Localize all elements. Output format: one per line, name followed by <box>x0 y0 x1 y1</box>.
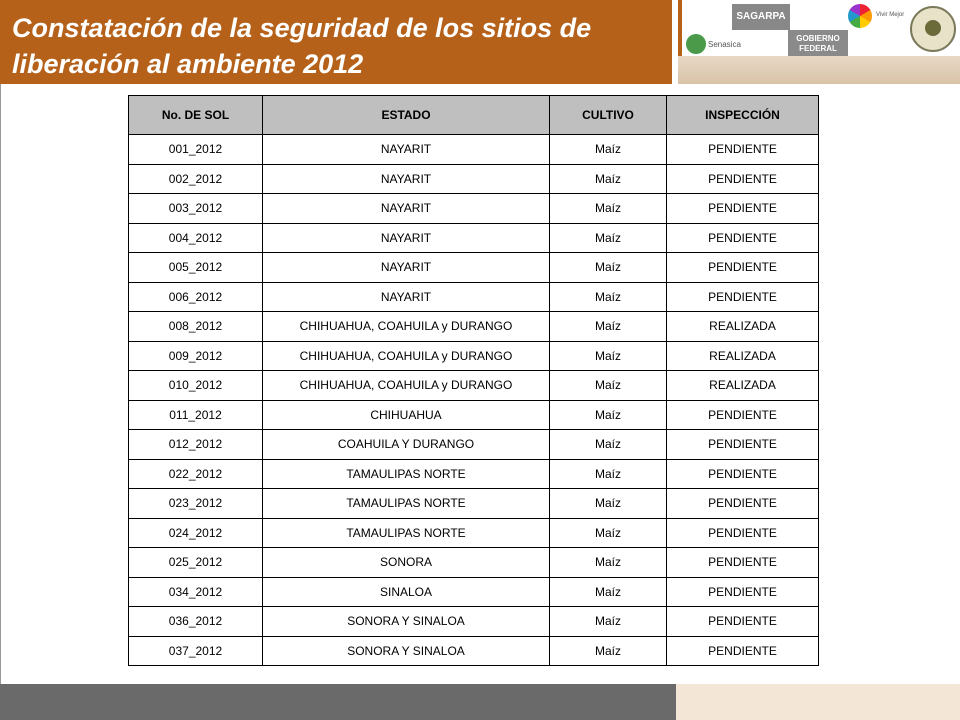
cell-estado: CHIHUAHUA, COAHUILA y DURANGO <box>263 371 550 401</box>
table-row <box>129 164 819 194</box>
cell-estado: NAYARIT <box>263 253 550 283</box>
cell-no-sol: 025_2012 <box>129 548 263 578</box>
cell-no-sol: 012_2012 <box>129 430 263 460</box>
cell-estado: NAYARIT <box>263 164 550 194</box>
table-row <box>129 341 819 371</box>
cell-cultivo: Maíz <box>550 371 667 401</box>
cell-cultivo: Maíz <box>550 135 667 165</box>
title-band <box>0 0 672 84</box>
cell-inspeccion: PENDIENTE <box>667 636 819 666</box>
table-row <box>129 371 819 401</box>
footer-gray-band <box>0 684 676 720</box>
table-row <box>129 135 819 165</box>
cell-inspeccion: PENDIENTE <box>667 607 819 637</box>
cell-cultivo: Maíz <box>550 430 667 460</box>
cell-no-sol: 001_2012 <box>129 135 263 165</box>
cell-cultivo: Maíz <box>550 489 667 519</box>
cell-cultivo: Maíz <box>550 282 667 312</box>
header-no-sol: No. DE SOL <box>129 96 263 135</box>
table-row <box>129 223 819 253</box>
table-header-row <box>129 96 819 135</box>
cell-no-sol: 004_2012 <box>129 223 263 253</box>
cell-estado: CHIHUAHUA, COAHUILA y DURANGO <box>263 341 550 371</box>
cell-no-sol: 009_2012 <box>129 341 263 371</box>
header-estado: ESTADO <box>263 96 550 135</box>
senasica-mark-icon <box>686 34 706 54</box>
cell-estado: SONORA Y SINALOA <box>263 607 550 637</box>
cell-inspeccion: PENDIENTE <box>667 577 819 607</box>
cell-no-sol: 005_2012 <box>129 253 263 283</box>
inspection-table <box>128 95 819 666</box>
cell-cultivo: Maíz <box>550 607 667 637</box>
cell-inspeccion: PENDIENTE <box>667 489 819 519</box>
vivir-mejor-label: Vivir Mejor <box>876 12 905 18</box>
cell-no-sol: 036_2012 <box>129 607 263 637</box>
cell-estado: NAYARIT <box>263 135 550 165</box>
cell-inspeccion: PENDIENTE <box>667 194 819 224</box>
cell-no-sol: 023_2012 <box>129 489 263 519</box>
header-cultivo: CULTIVO <box>550 96 667 135</box>
senasica-logo <box>686 30 742 58</box>
table-row <box>129 607 819 637</box>
cell-cultivo: Maíz <box>550 312 667 342</box>
cell-inspeccion: PENDIENTE <box>667 223 819 253</box>
cell-estado: CHIHUAHUA, COAHUILA y DURANGO <box>263 312 550 342</box>
table-row <box>129 400 819 430</box>
cell-cultivo: Maíz <box>550 518 667 548</box>
cell-estado: NAYARIT <box>263 223 550 253</box>
cell-estado: TAMAULIPAS NORTE <box>263 518 550 548</box>
cell-estado: NAYARIT <box>263 194 550 224</box>
cell-no-sol: 010_2012 <box>129 371 263 401</box>
sagarpa-logo: SAGARPA <box>732 4 790 30</box>
cell-inspeccion: PENDIENTE <box>667 282 819 312</box>
cell-estado: TAMAULIPAS NORTE <box>263 489 550 519</box>
cell-estado: SONORA <box>263 548 550 578</box>
left-border-line <box>0 84 1 684</box>
cell-no-sol: 037_2012 <box>129 636 263 666</box>
cell-no-sol: 022_2012 <box>129 459 263 489</box>
cell-inspeccion: PENDIENTE <box>667 548 819 578</box>
cell-cultivo: Maíz <box>550 164 667 194</box>
cell-no-sol: 006_2012 <box>129 282 263 312</box>
gobierno-federal-logo: GOBIERNO FEDERAL <box>788 30 848 58</box>
cell-estado: SONORA Y SINALOA <box>263 636 550 666</box>
cell-cultivo: Maíz <box>550 577 667 607</box>
cell-no-sol: 008_2012 <box>129 312 263 342</box>
cell-cultivo: Maíz <box>550 459 667 489</box>
cell-cultivo: Maíz <box>550 548 667 578</box>
logo-footer-strip <box>678 56 960 84</box>
cell-no-sol: 024_2012 <box>129 518 263 548</box>
cell-inspeccion: REALIZADA <box>667 371 819 401</box>
cell-estado: COAHUILA Y DURANGO <box>263 430 550 460</box>
cell-inspeccion: PENDIENTE <box>667 430 819 460</box>
table-row <box>129 518 819 548</box>
cell-inspeccion: PENDIENTE <box>667 253 819 283</box>
table-row <box>129 194 819 224</box>
vivir-mejor-logo <box>848 2 908 32</box>
cell-cultivo: Maíz <box>550 400 667 430</box>
table-row <box>129 548 819 578</box>
cell-inspeccion: REALIZADA <box>667 312 819 342</box>
header-inspeccion: INSPECCIÓN <box>667 96 819 135</box>
slide-title: Constatación de la seguridad de los sitios de liberación al ambiente 2012 <box>12 13 592 79</box>
cell-inspeccion: REALIZADA <box>667 341 819 371</box>
footer-beige-band <box>676 684 960 720</box>
table-row <box>129 636 819 666</box>
cell-no-sol: 034_2012 <box>129 577 263 607</box>
table-row <box>129 312 819 342</box>
vivir-mejor-flower-icon <box>848 4 872 28</box>
cell-estado: SINALOA <box>263 577 550 607</box>
cell-inspeccion: PENDIENTE <box>667 518 819 548</box>
cell-inspeccion: PENDIENTE <box>667 135 819 165</box>
cell-cultivo: Maíz <box>550 253 667 283</box>
cell-cultivo: Maíz <box>550 223 667 253</box>
table-row <box>129 459 819 489</box>
table-row <box>129 430 819 460</box>
cell-estado: CHIHUAHUA <box>263 400 550 430</box>
table-row <box>129 253 819 283</box>
cell-inspeccion: PENDIENTE <box>667 164 819 194</box>
cell-no-sol: 002_2012 <box>129 164 263 194</box>
cell-no-sol: 003_2012 <box>129 194 263 224</box>
cell-cultivo: Maíz <box>550 194 667 224</box>
cell-inspeccion: PENDIENTE <box>667 459 819 489</box>
table-row <box>129 282 819 312</box>
table-row <box>129 489 819 519</box>
table-row <box>129 577 819 607</box>
cell-estado: NAYARIT <box>263 282 550 312</box>
cell-no-sol: 011_2012 <box>129 400 263 430</box>
national-seal-icon <box>910 6 956 52</box>
cell-cultivo: Maíz <box>550 636 667 666</box>
cell-estado: TAMAULIPAS NORTE <box>263 459 550 489</box>
cell-inspeccion: PENDIENTE <box>667 400 819 430</box>
senasica-label: Senasica <box>708 40 741 49</box>
cell-cultivo: Maíz <box>550 341 667 371</box>
